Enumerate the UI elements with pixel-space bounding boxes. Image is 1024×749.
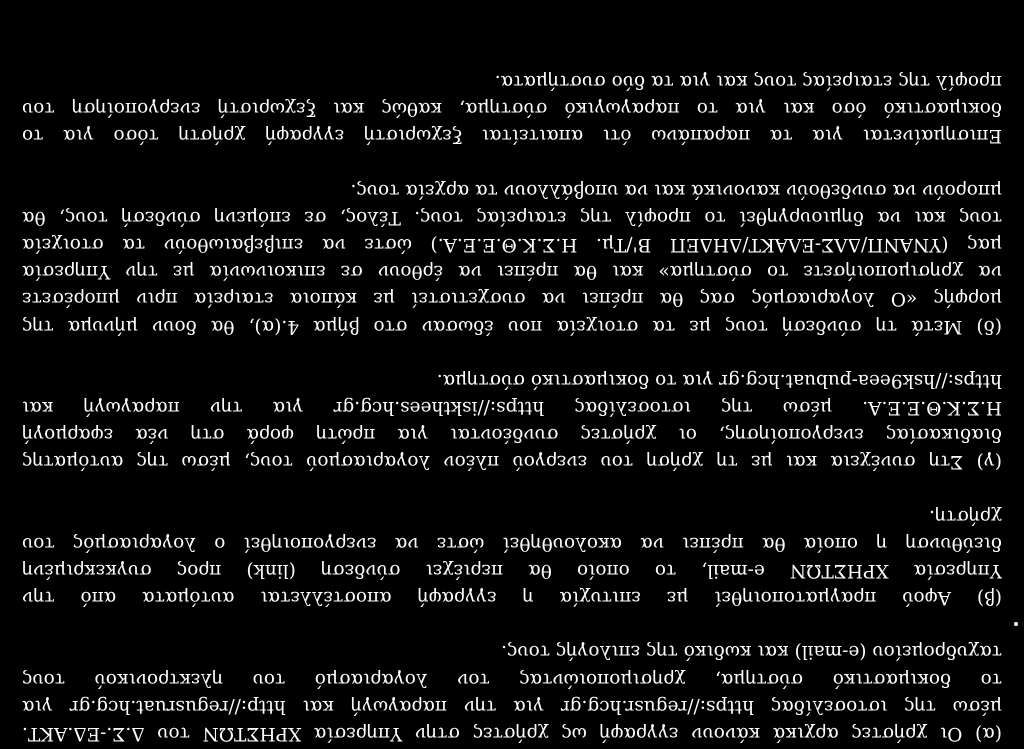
paragraph-b-line-3: διεύθυνση η οποία θα πρέπει να ακολουθηθεί ώστε να ενεργοποιηθεί ο λογαριασμός του [22, 532, 1002, 554]
paragraph-a [22, 638, 1002, 747]
paragraph-d-line-1: (δ) Μετά τη σύνδεσή τους με τα στοιχεία που έδωσαν στο βήμα 4.(α), θα δουν μήνυμα της [22, 315, 1002, 337]
paragraph-a-line-1: (α) Οι χρήστες αρχικά κάνουν εγγραφή ως χρήστες στην Υπηρεσία ΧΡΗΣΤΩΝ του Δ.Σ.-ΕΔ.ΑΚΤ. [22, 723, 1002, 744]
paragraph-d-line-5: τους και να δημιουργηθεί το προφίλ της εταιρείας τους. Τέλος, σε επόμενη σύνδεσή τους, θα [22, 206, 1002, 228]
paragraph-b-line-2: Υπηρεσία ΧΡΗΣΤΩΝ e-mail, το οποίο θα περιέχει σύνδεση (link) προς συγκεκριμένη [22, 559, 1002, 581]
paragraph-b-line-1: (β) Αφού πραγματοποιηθεί με επιτυχία η εγγραφή αποστέλλεται αυτόματα από την [22, 587, 1002, 609]
paragraph-c [22, 367, 1002, 476]
scan-speck-mark [1014, 622, 1018, 626]
paragraph-d-line-4: μας (ΥΝΑΝΠ/ΔΛΣ-ΕΛΑΚΤ/ΔΗΔΕΠ Β'/Τμ. Η.Σ.Κ.Θ.Ε.Ε.Α.) ώστε να επιβεβαιωθούν τα στοιχεία [22, 233, 1002, 255]
paragraph-c-line-4: https://hsk9eea-pubuat.hcg.gr για το δοκιμαστικό σύστημα. [436, 369, 1002, 391]
paragraph-d-line-3: να χρησιμοποιήσετε το σύστημα» και θα πρέπει να έρθουν σε επικοινωνία με την Υπηρεσία [22, 261, 1002, 283]
paragraph-note-line-2: δοκιμαστικό όσο και για το παραγωγικό σύστημα, καθώς και ξεχωριστή ενεργοποίηση του [22, 98, 1002, 120]
paragraph-a-line-2: μέσω της ιστοσελίδας https://regusr.hcg.gr για την παραγωγή και http://regusruat.hcg.gr για [22, 695, 1002, 717]
paragraph-note [22, 68, 1002, 150]
paragraph-b-line-4: χρήστη. [929, 505, 1002, 527]
paragraph-b [22, 502, 1002, 611]
paragraph-a-line-3: το δοκιμαστικό σύστημα, χρησιμοποιώντας τον λογαριασμό του ηλεκτρονικού τους [22, 668, 1002, 690]
paragraph-c-line-2: διαδικασίας ενεργοποίησης, οι χρήστες συνδέονται για πρώτη φορά στη νέα εφαρμογή [22, 424, 1002, 446]
paragraph-note-line-3: προφίλ της εταιρείας τους και για τα δύο συστήματα. [494, 70, 1002, 92]
paragraph-d [22, 176, 1002, 339]
paragraph-d-line-2: μορφής «Ο λογαριασμός σας θα πρέπει να συσχετιστεί με κάποια εταιρεία πριν μπορέσετε [22, 288, 1002, 310]
paragraph-note-line-1: Επισημαίνεται για τα παραπάνω ότι απαιτείται ξεχωριστή εγγραφή χρήστη τόσο για το [22, 125, 1002, 147]
paragraph-d-line-6: μπορούν να συνδεθούν κανονικά και να υποβάλλουν τα αρχεία τους. [350, 179, 1002, 201]
paragraph-a-line-4: ταχυδρομείου (e-mail) και κωδικό της επιλογής τους. [501, 641, 1002, 663]
paragraph-c-line-3: Η.Σ.Κ.Θ.Ε.Ε.Α. μέσω της ιστοσελίδας https://iskthees.hcg.gr για την παραγωγή και [22, 396, 1002, 418]
paragraph-c-line-1: (γ) Στη συνέχεια και με τη χρήση του ενεργού πλέον λογαριασμού τους, μέσω της αυτόματης [22, 451, 1002, 473]
